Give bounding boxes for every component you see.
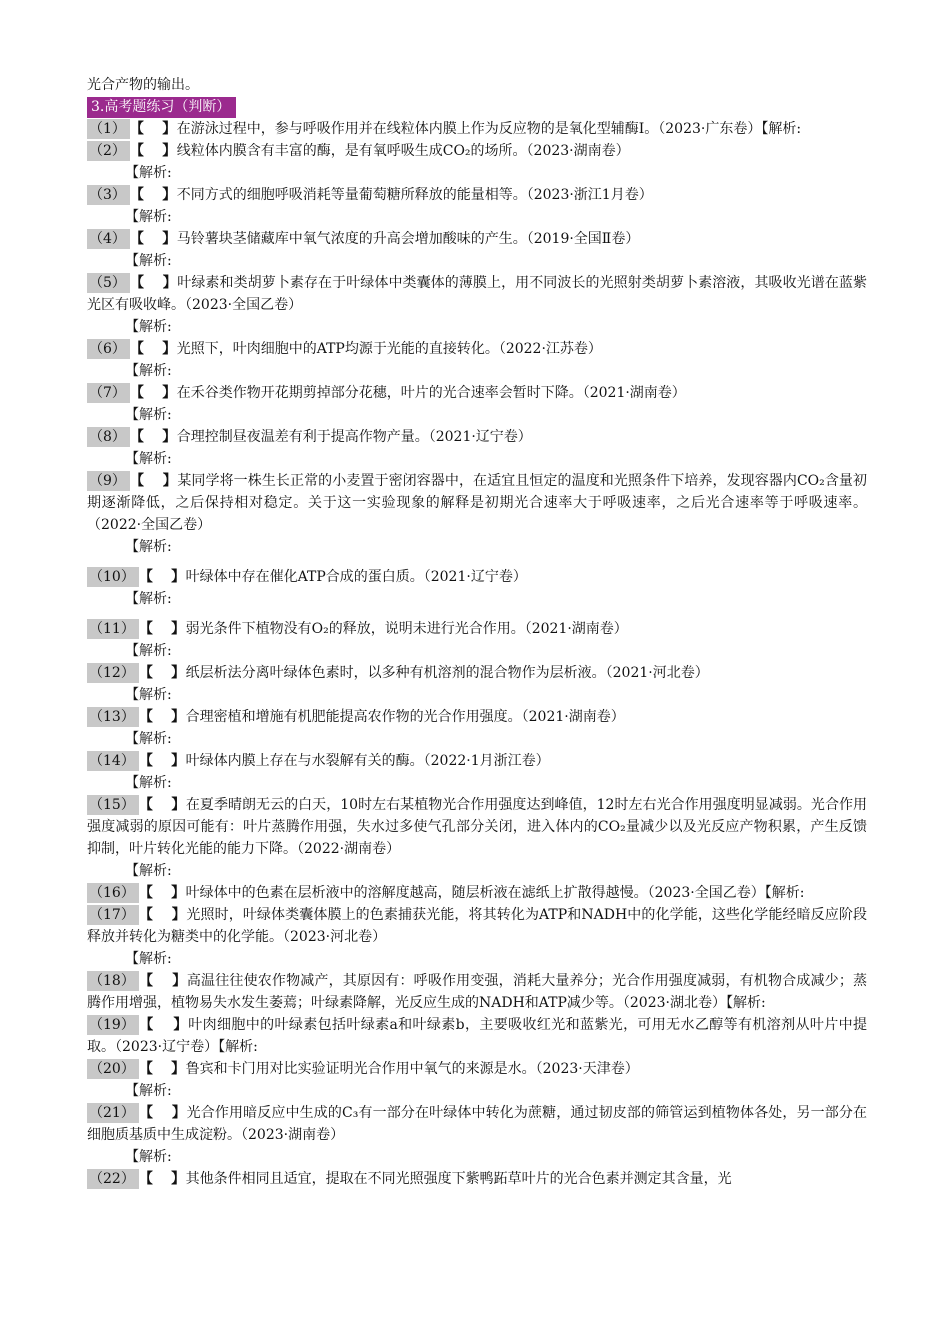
- question-text: 叶肉细胞中的叶绿素包括叶绿素a和叶绿素b，主要吸收红光和蓝紫光，可用无水乙醇等有机溶剂从叶片中提取。（2023·辽宁卷）【解析:: [87, 1017, 868, 1055]
- answer-bracket-close: 】: [171, 1061, 186, 1077]
- answer-bracket-close: 】: [172, 973, 187, 989]
- question-text: 光合作用暗反应中生成的C₃有一部分在叶绿体中转化为蔗糖，通过韧皮部的筛管运到植物体各处，另一部分在细胞质基质中生成淀粉。（2023·湖南卷）: [87, 1105, 868, 1143]
- question-item: [87, 566, 867, 588]
- question-item: [87, 228, 867, 250]
- answer-bracket-close: 】: [171, 569, 186, 585]
- answer-bracket-close: 】: [162, 341, 177, 357]
- answer-blank[interactable]: [144, 231, 162, 247]
- question-text: 光照下，叶肉细胞中的ATP均源于光能的直接转化。（2022·江苏卷）: [176, 341, 602, 357]
- answer-bracket-open: 【: [129, 275, 145, 291]
- answer-bracket-close: 】: [171, 753, 186, 769]
- answer-bracket-open: 【: [138, 665, 154, 681]
- question-item: [87, 140, 867, 162]
- answer-bracket-open: 【: [129, 231, 145, 247]
- document-page: [87, 74, 867, 1190]
- question-number: （6）: [87, 339, 130, 359]
- question-text: 高温往往使农作物减产，其原因有：呼吸作用变强，消耗大量养分；光合作用强度减弱，有机物合成减少；蒸腾作用增强，植物易失水发生萎蔫；叶绿素降解，光反应生成的NADH和ATP减少等。（2023·湖北卷）【解析:: [87, 973, 868, 1011]
- question-number: （15）: [87, 795, 139, 815]
- question-item: [87, 184, 867, 206]
- intro-line: 光合产物的输出。: [87, 77, 199, 93]
- answer-bracket-close: 】: [171, 665, 186, 681]
- answer-bracket-open: 【: [138, 885, 154, 901]
- answer-bracket-open: 【: [138, 907, 154, 923]
- question-number: （19）: [87, 1015, 139, 1035]
- question-item: [87, 272, 867, 316]
- analysis-label: 【解析:: [125, 451, 172, 467]
- question-item: [87, 426, 867, 448]
- question-number: （2）: [87, 141, 130, 161]
- analysis-label: 【解析:: [125, 687, 172, 703]
- question-item: [87, 750, 867, 772]
- question-number: （17）: [87, 905, 139, 925]
- question-number: （18）: [87, 971, 139, 991]
- answer-bracket-close: 】: [173, 1017, 189, 1033]
- analysis-label: 【解析:: [125, 319, 172, 335]
- answer-bracket-close: 】: [171, 907, 187, 923]
- answer-bracket-close: 】: [171, 1105, 187, 1121]
- answer-blank[interactable]: [153, 797, 171, 813]
- question-number: （1）: [87, 119, 130, 139]
- answer-blank[interactable]: [144, 143, 162, 159]
- question-number: （14）: [87, 751, 139, 771]
- question-item: [87, 618, 867, 640]
- answer-blank[interactable]: [153, 753, 171, 769]
- analysis-label: 【解析:: [125, 643, 172, 659]
- answer-bracket-open: 【: [138, 569, 154, 585]
- question-item: [87, 1102, 867, 1146]
- answer-bracket-open: 【: [129, 187, 145, 203]
- question-text: 鲁宾和卡门用对比实验证明光合作用中氧气的来源是水。（2023·天津卷）: [185, 1061, 639, 1077]
- answer-bracket-close: 】: [162, 231, 177, 247]
- analysis-label: 【解析:: [125, 591, 172, 607]
- answer-bracket-close: 】: [162, 275, 178, 291]
- question-number: （12）: [87, 663, 139, 683]
- question-text: 弱光条件下植物没有O₂的释放，说明未进行光合作用。（2021·湖南卷）: [185, 621, 628, 637]
- question-number: （4）: [87, 229, 130, 249]
- analysis-label: 【解析:: [125, 253, 172, 269]
- question-text: 叶绿素和类胡萝卜素存在于叶绿体中类囊体的薄膜上，用不同波长的光照射类胡萝卜素溶液，其吸收光谱在蓝紫光区有吸收峰。（2023·全国乙卷）: [87, 275, 868, 313]
- analysis-label: 【解析:: [125, 1149, 172, 1165]
- answer-blank[interactable]: [153, 709, 171, 725]
- question-number: （9）: [87, 471, 130, 491]
- answer-bracket-open: 【: [129, 143, 145, 159]
- question-text: 叶绿体内膜上存在与水裂解有关的酶。（2022·1月浙江卷）: [185, 753, 550, 769]
- answer-bracket-close: 】: [171, 621, 186, 637]
- answer-bracket-close: 】: [162, 187, 177, 203]
- analysis-label: 【解析:: [125, 539, 172, 555]
- question-item: [87, 338, 867, 360]
- question-number: （7）: [87, 383, 130, 403]
- question-text: 在游泳过程中，参与呼吸作用并在线粒体内膜上作为反应物的是氧化型辅酶Ⅰ。（2023·广东卷）【解析:: [176, 121, 802, 137]
- question-number: （8）: [87, 427, 130, 447]
- analysis-label: 【解析:: [125, 165, 172, 181]
- answer-bracket-open: 【: [138, 621, 154, 637]
- answer-blank[interactable]: [153, 1171, 171, 1187]
- answer-blank[interactable]: [153, 569, 171, 585]
- question-number: （3）: [87, 185, 130, 205]
- answer-bracket-close: 】: [171, 797, 186, 813]
- question-text: 马铃薯块茎储藏库中氧气浓度的升高会增加酸味的产生。（2019·全国Ⅱ卷）: [176, 231, 640, 247]
- answer-blank[interactable]: [154, 1017, 173, 1033]
- answer-blank[interactable]: [154, 1105, 172, 1121]
- question-item: [87, 470, 867, 536]
- question-item: [87, 1058, 867, 1080]
- question-number: （22）: [87, 1169, 139, 1189]
- question-text: 光照时，叶绿体类囊体膜上的色素捕获光能，将其转化为ATP和NADH中的化学能，这些化学能经暗反应阶段释放并转化为糖类中的化学能。（2023·河北卷）: [87, 907, 867, 945]
- answer-blank[interactable]: [153, 885, 171, 901]
- answer-bracket-open: 【: [129, 473, 145, 489]
- question-number: （10）: [87, 567, 139, 587]
- answer-blank[interactable]: [153, 621, 171, 637]
- answer-blank[interactable]: [154, 907, 172, 923]
- answer-bracket-open: 【: [138, 1017, 155, 1033]
- question-number: （16）: [87, 883, 139, 903]
- answer-bracket-close: 】: [162, 385, 177, 401]
- question-number: （13）: [87, 707, 139, 727]
- question-text: 其他条件相同且适宜，提取在不同光照强度下紫鸭跖草叶片的光合色素并测定其含量，光: [185, 1171, 732, 1187]
- answer-bracket-close: 】: [162, 121, 177, 137]
- question-item: [87, 662, 867, 684]
- answer-blank[interactable]: [153, 665, 171, 681]
- answer-bracket-open: 【: [138, 1105, 154, 1121]
- question-text: 在禾谷类作物开花期剪掉部分花穗，叶片的光合速率会暂时下降。（2021·湖南卷）: [176, 385, 686, 401]
- answer-blank[interactable]: [154, 973, 173, 989]
- question-item: [87, 882, 867, 904]
- question-text: 叶绿体中存在催化ATP合成的蛋白质。（2021·辽宁卷）: [185, 569, 527, 585]
- question-item: [87, 118, 867, 140]
- answer-bracket-close: 】: [162, 143, 177, 159]
- question-number: （20）: [87, 1059, 139, 1079]
- question-list: [87, 118, 867, 1190]
- section-title: 3.高考题练习（判断）: [87, 97, 236, 118]
- answer-blank[interactable]: [145, 473, 163, 489]
- question-text: 纸层析法分离叶绿体色素时，以多种有机溶剂的混合物作为层析液。（2021·河北卷）: [185, 665, 709, 681]
- answer-bracket-close: 】: [171, 885, 186, 901]
- question-text: 在夏季晴朗无云的白天，10时左右某植物光合作用强度达到峰值，12时左右光合作用强度明显减弱。光合作用强度减弱的原因可能有：叶片蒸腾作用强，失水过多使气孔部分关闭，进入体内的CO₂量减少以及光反应产物积累，产生反馈抑制，叶片转化光能的能力下降。（2022·湖南卷）: [87, 797, 868, 857]
- answer-blank[interactable]: [153, 1061, 171, 1077]
- question-item: [87, 1014, 867, 1058]
- answer-bracket-open: 【: [138, 973, 154, 989]
- answer-bracket-open: 【: [129, 341, 145, 357]
- analysis-label: 【解析:: [125, 209, 172, 225]
- answer-bracket-open: 【: [129, 385, 145, 401]
- question-text: 叶绿体中的色素在层析液中的溶解度越高，随层析液在滤纸上扩散得越慢。（2023·全国乙卷）【解析:: [185, 885, 805, 901]
- question-item: [87, 706, 867, 728]
- question-number: （21）: [87, 1103, 139, 1123]
- answer-bracket-open: 【: [138, 753, 154, 769]
- answer-blank[interactable]: [144, 429, 162, 445]
- analysis-label: 【解析:: [125, 363, 172, 379]
- question-text: 合理控制昼夜温差有利于提高作物产量。（2021·辽宁卷）: [176, 429, 532, 445]
- answer-bracket-close: 】: [162, 473, 178, 489]
- question-text: 某同学将一株生长正常的小麦置于密闭容器中，在适宜且恒定的温度和光照条件下培养，发现容器内CO₂含量初期逐渐降低，之后保持相对稳定。关于这一实验现象的解释是初期光合速率大于呼吸速率，之后光合速率等于呼吸速率。（2022·全国乙卷）: [87, 473, 868, 533]
- answer-bracket-open: 【: [138, 1171, 154, 1187]
- analysis-label: 【解析:: [125, 407, 172, 423]
- answer-blank[interactable]: [144, 385, 162, 401]
- answer-blank[interactable]: [144, 187, 162, 203]
- answer-blank[interactable]: [145, 275, 163, 291]
- question-item: [87, 970, 867, 1014]
- answer-bracket-open: 【: [138, 797, 154, 813]
- answer-bracket-open: 【: [129, 121, 145, 137]
- question-text: 线粒体内膜含有丰富的酶，是有氧呼吸生成CO₂的场所。（2023·湖南卷）: [176, 143, 630, 159]
- question-number: （11）: [87, 619, 139, 639]
- question-item: [87, 904, 867, 948]
- analysis-label: 【解析:: [125, 775, 172, 791]
- analysis-label: 【解析:: [125, 863, 172, 879]
- question-item: [87, 794, 867, 860]
- analysis-label: 【解析:: [125, 1083, 172, 1099]
- analysis-label: 【解析:: [125, 731, 172, 747]
- answer-bracket-open: 【: [138, 709, 154, 725]
- question-item: [87, 382, 867, 404]
- answer-bracket-close: 】: [162, 429, 177, 445]
- answer-blank[interactable]: [144, 341, 162, 357]
- question-number: （5）: [87, 273, 130, 293]
- question-item: [87, 1168, 867, 1190]
- answer-bracket-close: 】: [171, 709, 186, 725]
- answer-bracket-open: 【: [138, 1061, 154, 1077]
- analysis-label: 【解析:: [125, 951, 172, 967]
- question-text: 合理密植和增施有机肥能提高农作物的光合作用强度。（2021·湖南卷）: [185, 709, 625, 725]
- answer-bracket-close: 】: [171, 1171, 186, 1187]
- answer-blank[interactable]: [144, 121, 162, 137]
- answer-bracket-open: 【: [129, 429, 145, 445]
- question-text: 不同方式的细胞呼吸消耗等量葡萄糖所释放的能量相等。（2023·浙江1月卷）: [176, 187, 653, 203]
